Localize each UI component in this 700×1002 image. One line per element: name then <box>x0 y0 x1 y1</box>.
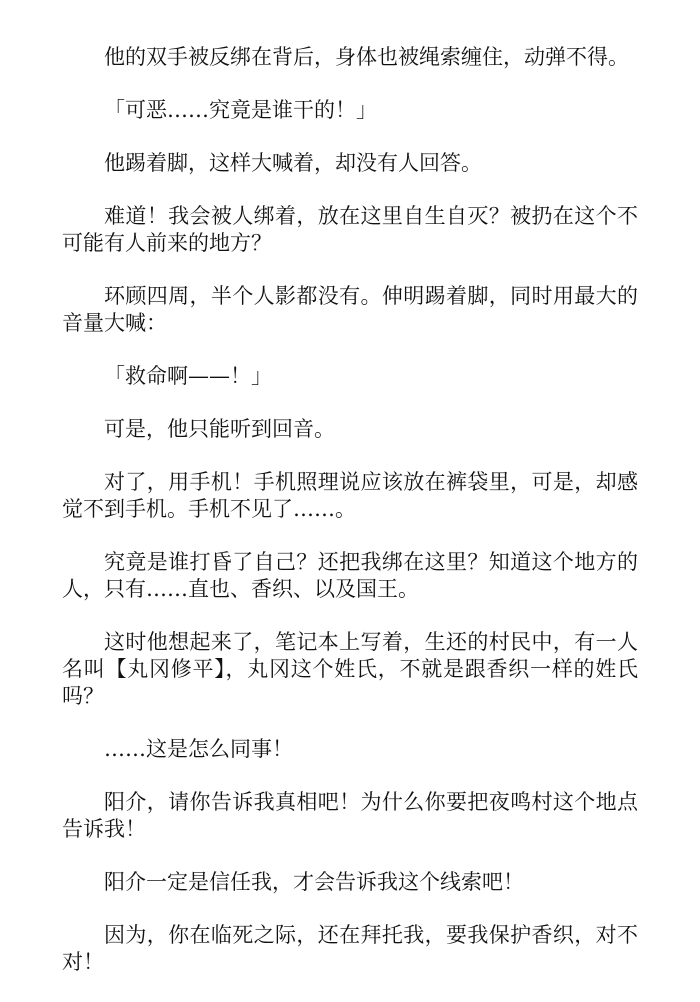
paragraph-5: 环顾四周，半个人影都没有。伸明踢着脚，同时用最大的音量大喊： <box>62 284 638 335</box>
paragraph-1: 他的双手被反绑在背后，身体也被绳索缠住，动弹不得。 <box>104 45 629 69</box>
paragraph-9: 究竟是谁打昏了自己？还把我绑在这里？知道这个地方的人，只有……直也、香织、以及国王。 <box>62 550 638 601</box>
paragraph-2: 「可恶……究竟是谁干的！」 <box>104 98 377 122</box>
paragraph-8: 对了，用手机！手机照理说应该放在裤袋里，可是，却感觉不到手机。手机不见了……。 <box>62 470 638 521</box>
paragraph-4: 难道！我会被人绑着，放在这里自生自灭？被扔在这个不可能有人前来的地方？ <box>62 204 638 255</box>
paragraph-14: 因为，你在临死之际，还在拜托我，要我保护香织，对不对！ <box>62 923 638 974</box>
paragraph-3: 他踢着脚，这样大喊着，却没有人回答。 <box>104 151 482 175</box>
paragraph-11: ……这是怎么同事！ <box>104 737 293 761</box>
document-page <box>62 44 638 1002</box>
paragraph-12: 阳介，请你告诉我真相吧！为什么你要把夜鸣村这个地点告诉我！ <box>62 790 638 841</box>
paragraph-13: 阳介一定是信任我，才会告诉我这个线索吧！ <box>104 870 524 894</box>
paragraph-7: 可是，他只能听到回音。 <box>104 417 335 441</box>
paragraph-6: 「救命啊——！」 <box>104 364 272 388</box>
paragraph-10: 这时他想起来了，笔记本上写着，生还的村民中，有一人名叫【丸冈修平】，丸冈这个姓氏，不就是跟香织一样的姓氏吗？ <box>62 630 638 708</box>
